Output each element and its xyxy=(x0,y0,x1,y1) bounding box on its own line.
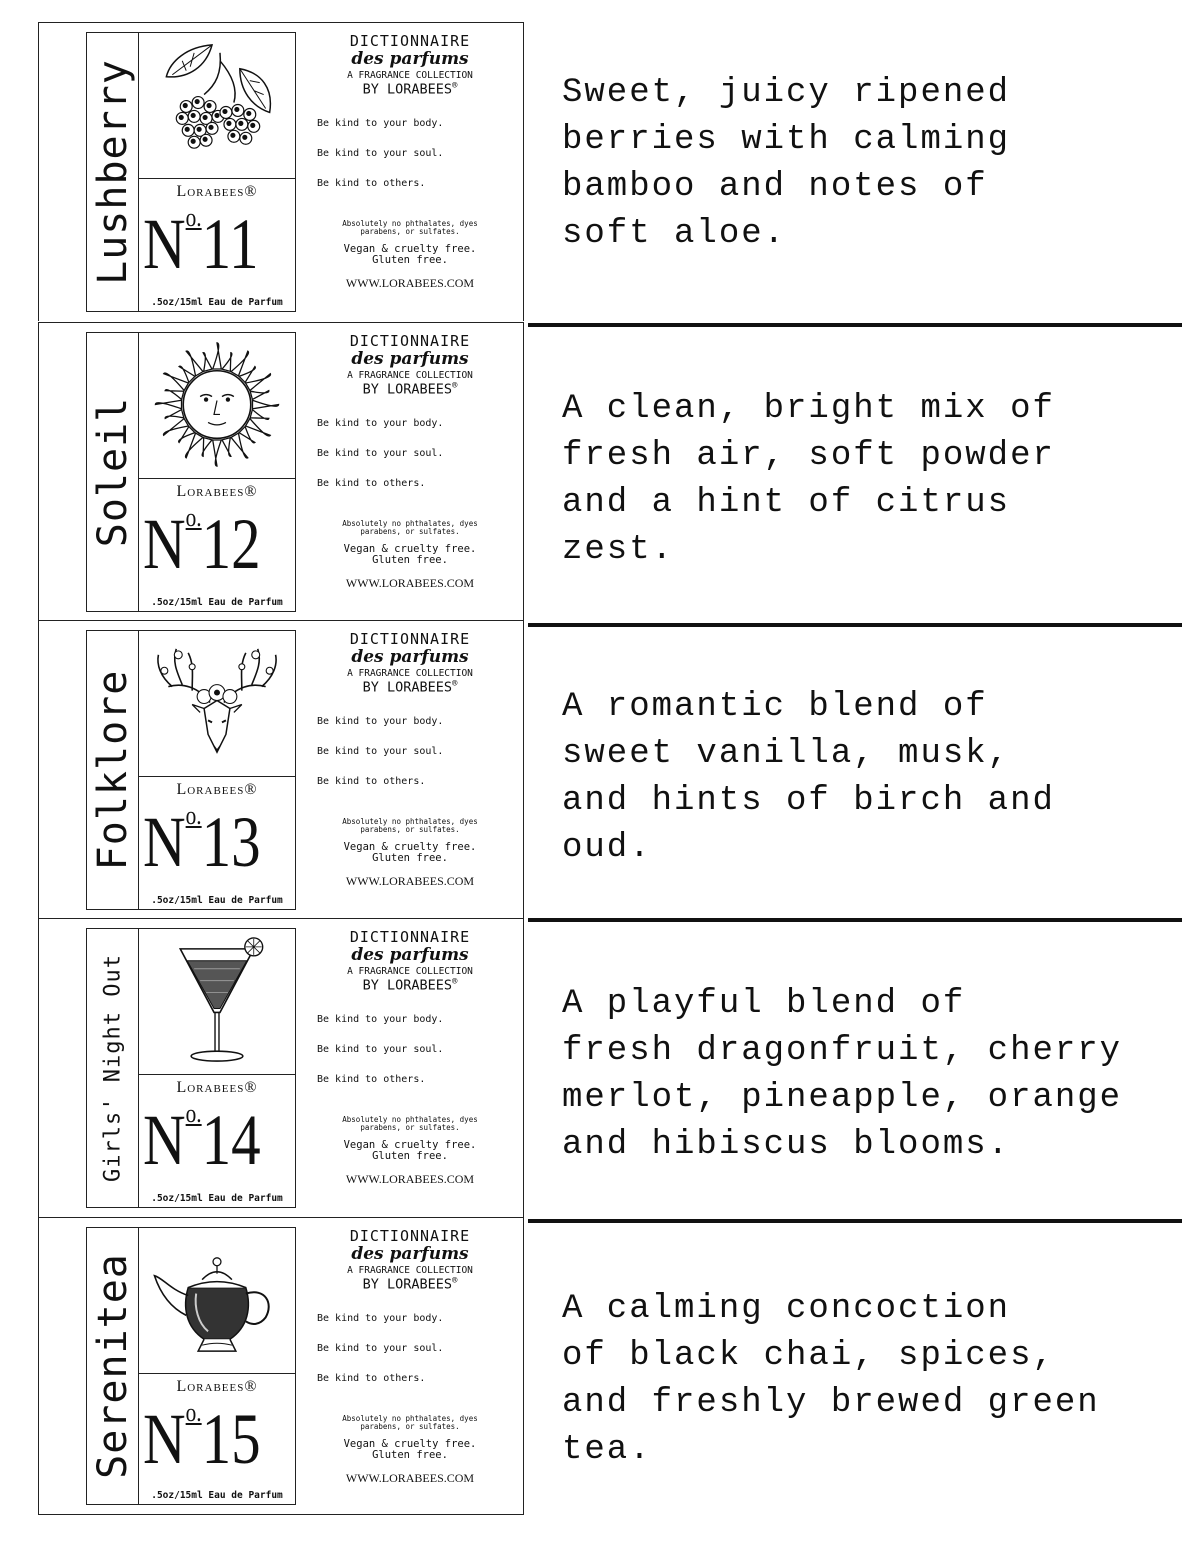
label-frame xyxy=(86,32,296,312)
ingredients-notice xyxy=(303,818,517,835)
name-column xyxy=(87,631,139,909)
vegan-line: Vegan & cruelty free. xyxy=(343,1138,477,1151)
brand-name: Lorabees® xyxy=(176,183,258,200)
numero-o: o. xyxy=(185,503,202,532)
fragrance-name: Girls' Night Out xyxy=(100,954,126,1182)
des-parfums-script: des parfums xyxy=(351,49,469,69)
vegan-notice xyxy=(303,544,517,566)
row-divider xyxy=(528,1219,1182,1223)
ingredients-line-2: parabens, or sulfates. xyxy=(360,1422,460,1432)
vegan-line: Vegan & cruelty free. xyxy=(343,1437,477,1450)
numero-o: o. xyxy=(185,1398,202,1427)
collection-text: A FRAGRANCE COLLECTION xyxy=(347,1265,473,1276)
registered-mark: ® xyxy=(451,1276,458,1286)
label-info xyxy=(303,928,517,1187)
sun-icon xyxy=(139,333,295,479)
perfume-label xyxy=(38,620,524,919)
brand-name: Lorabees® xyxy=(176,483,258,500)
ingredients-notice xyxy=(303,520,517,537)
fragrance-description: A calming concoction of black chai, spices, and freshly brewed green tea. xyxy=(562,1290,1100,1469)
ingredients-line-1: Absolutely no phthalates, dyes xyxy=(342,816,478,826)
name-column xyxy=(87,929,139,1207)
numero-n: N xyxy=(143,504,186,584)
kind-body: Be kind to your body. xyxy=(317,715,444,727)
kind-soul: Be kind to your soul. xyxy=(317,447,444,459)
row-divider xyxy=(528,623,1182,627)
kind-others: Be kind to others. xyxy=(317,775,426,787)
by-text: BY LORABEES xyxy=(362,977,452,994)
kind-body: Be kind to your body. xyxy=(317,417,444,429)
brand-name: Lorabees® xyxy=(176,1079,258,1096)
name-column xyxy=(87,333,139,611)
number-value: 13 xyxy=(201,802,261,882)
by-lorabees xyxy=(303,679,517,696)
ingredients-line-1: Absolutely no phthalates, dyes xyxy=(342,1413,478,1423)
ingredients-line-2: parabens, or sulfates. xyxy=(360,227,460,237)
registered-mark: ® xyxy=(451,81,458,91)
gluten-line: Gluten free. xyxy=(372,851,448,864)
kind-body: Be kind to your body. xyxy=(317,1312,444,1324)
website-url: WWW.LORABEES.COM xyxy=(345,1470,475,1485)
numero-o: o. xyxy=(185,1099,202,1128)
vegan-notice xyxy=(303,842,517,864)
bottle-size: .5oz/15ml Eau de Parfum xyxy=(151,597,283,608)
by-lorabees xyxy=(303,977,517,994)
numero-n: N xyxy=(143,204,186,284)
fragrance-description: A clean, bright mix of fresh air, soft powder and a hint of citrus zest. xyxy=(562,390,1055,569)
brand-name: Lorabees® xyxy=(176,781,258,798)
vegan-notice xyxy=(303,244,517,266)
kind-soul: Be kind to your soul. xyxy=(317,147,444,159)
numero-n: N xyxy=(143,1100,186,1180)
ingredients-line-1: Absolutely no phthalates, dyes xyxy=(342,218,478,228)
kind-body: Be kind to your body. xyxy=(317,117,444,129)
kind-soul: Be kind to your soul. xyxy=(317,745,444,757)
numero-o: o. xyxy=(185,801,202,830)
deer-icon xyxy=(139,631,295,777)
by-lorabees xyxy=(303,81,517,98)
registered-mark: ® xyxy=(451,381,458,391)
des-parfums-script: des parfums xyxy=(351,349,469,369)
fragrance-name: Serenitea xyxy=(90,1253,136,1479)
fragrance-name: Soleil xyxy=(90,396,136,548)
numero-n: N xyxy=(143,802,186,882)
gluten-line: Gluten free. xyxy=(372,553,448,566)
by-text: BY LORABEES xyxy=(362,81,452,98)
label-frame xyxy=(86,928,296,1208)
numero-o: o. xyxy=(185,203,202,232)
ingredients-notice xyxy=(303,1116,517,1133)
label-frame xyxy=(86,1227,296,1505)
dictionnaire-heading: DICTIONNAIRE xyxy=(349,332,471,350)
fragrance-description: A playful blend of fresh dragonfruit, cherry merlot, pineapple, orange and hibiscus blooms. xyxy=(562,985,1123,1164)
kind-body: Be kind to your body. xyxy=(317,1013,444,1025)
perfume-label xyxy=(38,22,524,321)
perfume-label xyxy=(38,918,524,1217)
gluten-line: Gluten free. xyxy=(372,1149,448,1162)
vegan-notice xyxy=(303,1439,517,1461)
vegan-line: Vegan & cruelty free. xyxy=(343,242,477,255)
numero-n: N xyxy=(143,1399,186,1479)
website-url: WWW.LORABEES.COM xyxy=(345,1171,475,1186)
fragrance-number xyxy=(143,801,261,882)
collection-text: A FRAGRANCE COLLECTION xyxy=(347,70,473,81)
ingredients-notice xyxy=(303,1415,517,1432)
cocktail-icon xyxy=(139,929,295,1075)
label-info xyxy=(303,1227,517,1486)
website-url: WWW.LORABEES.COM xyxy=(345,873,475,888)
ingredients-line-2: parabens, or sulfates. xyxy=(360,1123,460,1133)
ingredients-line-1: Absolutely no phthalates, dyes xyxy=(342,1114,478,1124)
fragrance-number xyxy=(143,203,259,284)
fragrance-name: Folklore xyxy=(90,669,136,871)
name-column xyxy=(87,33,139,311)
registered-mark: ® xyxy=(451,679,458,689)
dictionnaire-heading: DICTIONNAIRE xyxy=(349,928,471,946)
dictionnaire-heading: DICTIONNAIRE xyxy=(349,1227,471,1245)
des-parfums-script: des parfums xyxy=(351,1244,469,1264)
bottle-size: .5oz/15ml Eau de Parfum xyxy=(151,297,283,308)
by-lorabees xyxy=(303,1276,517,1293)
number-value: 12 xyxy=(201,504,261,584)
collection-text: A FRAGRANCE COLLECTION xyxy=(347,966,473,977)
fragrance-description: A romantic blend of sweet vanilla, musk, and hints of birch and oud. xyxy=(562,688,1055,867)
collection-text: A FRAGRANCE COLLECTION xyxy=(347,668,473,679)
by-lorabees xyxy=(303,381,517,398)
gluten-line: Gluten free. xyxy=(372,253,448,266)
fragrance-number xyxy=(143,503,261,584)
by-text: BY LORABEES xyxy=(362,1276,452,1293)
number-value: 11 xyxy=(201,204,259,284)
number-value: 15 xyxy=(201,1399,261,1479)
by-text: BY LORABEES xyxy=(362,679,452,696)
kind-others: Be kind to others. xyxy=(317,477,426,489)
label-info xyxy=(303,332,517,591)
dictionnaire-heading: DICTIONNAIRE xyxy=(349,630,471,648)
collection-text: A FRAGRANCE COLLECTION xyxy=(347,370,473,381)
website-url: WWW.LORABEES.COM xyxy=(345,275,475,290)
fragrance-description: Sweet, juicy ripened berries with calming bamboo and notes of soft aloe. xyxy=(562,74,1011,253)
des-parfums-script: des parfums xyxy=(351,945,469,965)
berries-icon xyxy=(139,33,295,179)
kind-others: Be kind to others. xyxy=(317,1372,426,1384)
ingredients-line-2: parabens, or sulfates. xyxy=(360,825,460,835)
fragrance-name: Lushberry xyxy=(90,59,136,285)
website-url: WWW.LORABEES.COM xyxy=(345,575,475,590)
label-frame xyxy=(86,332,296,612)
perfume-label xyxy=(38,322,524,621)
ingredients-line-2: parabens, or sulfates. xyxy=(360,527,460,537)
dictionnaire-heading: DICTIONNAIRE xyxy=(349,32,471,50)
registered-mark: ® xyxy=(451,977,458,987)
kind-soul: Be kind to your soul. xyxy=(317,1043,444,1055)
ingredients-notice xyxy=(303,220,517,237)
row-divider xyxy=(528,918,1182,922)
row-divider xyxy=(528,323,1182,327)
label-frame xyxy=(86,630,296,910)
brand-name: Lorabees® xyxy=(176,1378,258,1395)
des-parfums-script: des parfums xyxy=(351,647,469,667)
fragrance-number xyxy=(143,1099,261,1180)
perfume-label xyxy=(38,1217,524,1515)
number-value: 14 xyxy=(201,1100,261,1180)
vegan-line: Vegan & cruelty free. xyxy=(343,840,477,853)
label-info xyxy=(303,630,517,889)
kind-others: Be kind to others. xyxy=(317,1073,426,1085)
teapot-icon xyxy=(139,1228,295,1374)
bottle-size: .5oz/15ml Eau de Parfum xyxy=(151,895,283,906)
fragrance-number xyxy=(143,1398,261,1479)
name-column xyxy=(87,1228,139,1504)
kind-soul: Be kind to your soul. xyxy=(317,1342,444,1354)
gluten-line: Gluten free. xyxy=(372,1448,448,1461)
ingredients-line-1: Absolutely no phthalates, dyes xyxy=(342,518,478,528)
bottle-size: .5oz/15ml Eau de Parfum xyxy=(151,1193,283,1204)
label-info xyxy=(303,32,517,291)
vegan-line: Vegan & cruelty free. xyxy=(343,542,477,555)
kind-others: Be kind to others. xyxy=(317,177,426,189)
vegan-notice xyxy=(303,1140,517,1162)
by-text: BY LORABEES xyxy=(362,381,452,398)
bottle-size: .5oz/15ml Eau de Parfum xyxy=(151,1490,283,1501)
